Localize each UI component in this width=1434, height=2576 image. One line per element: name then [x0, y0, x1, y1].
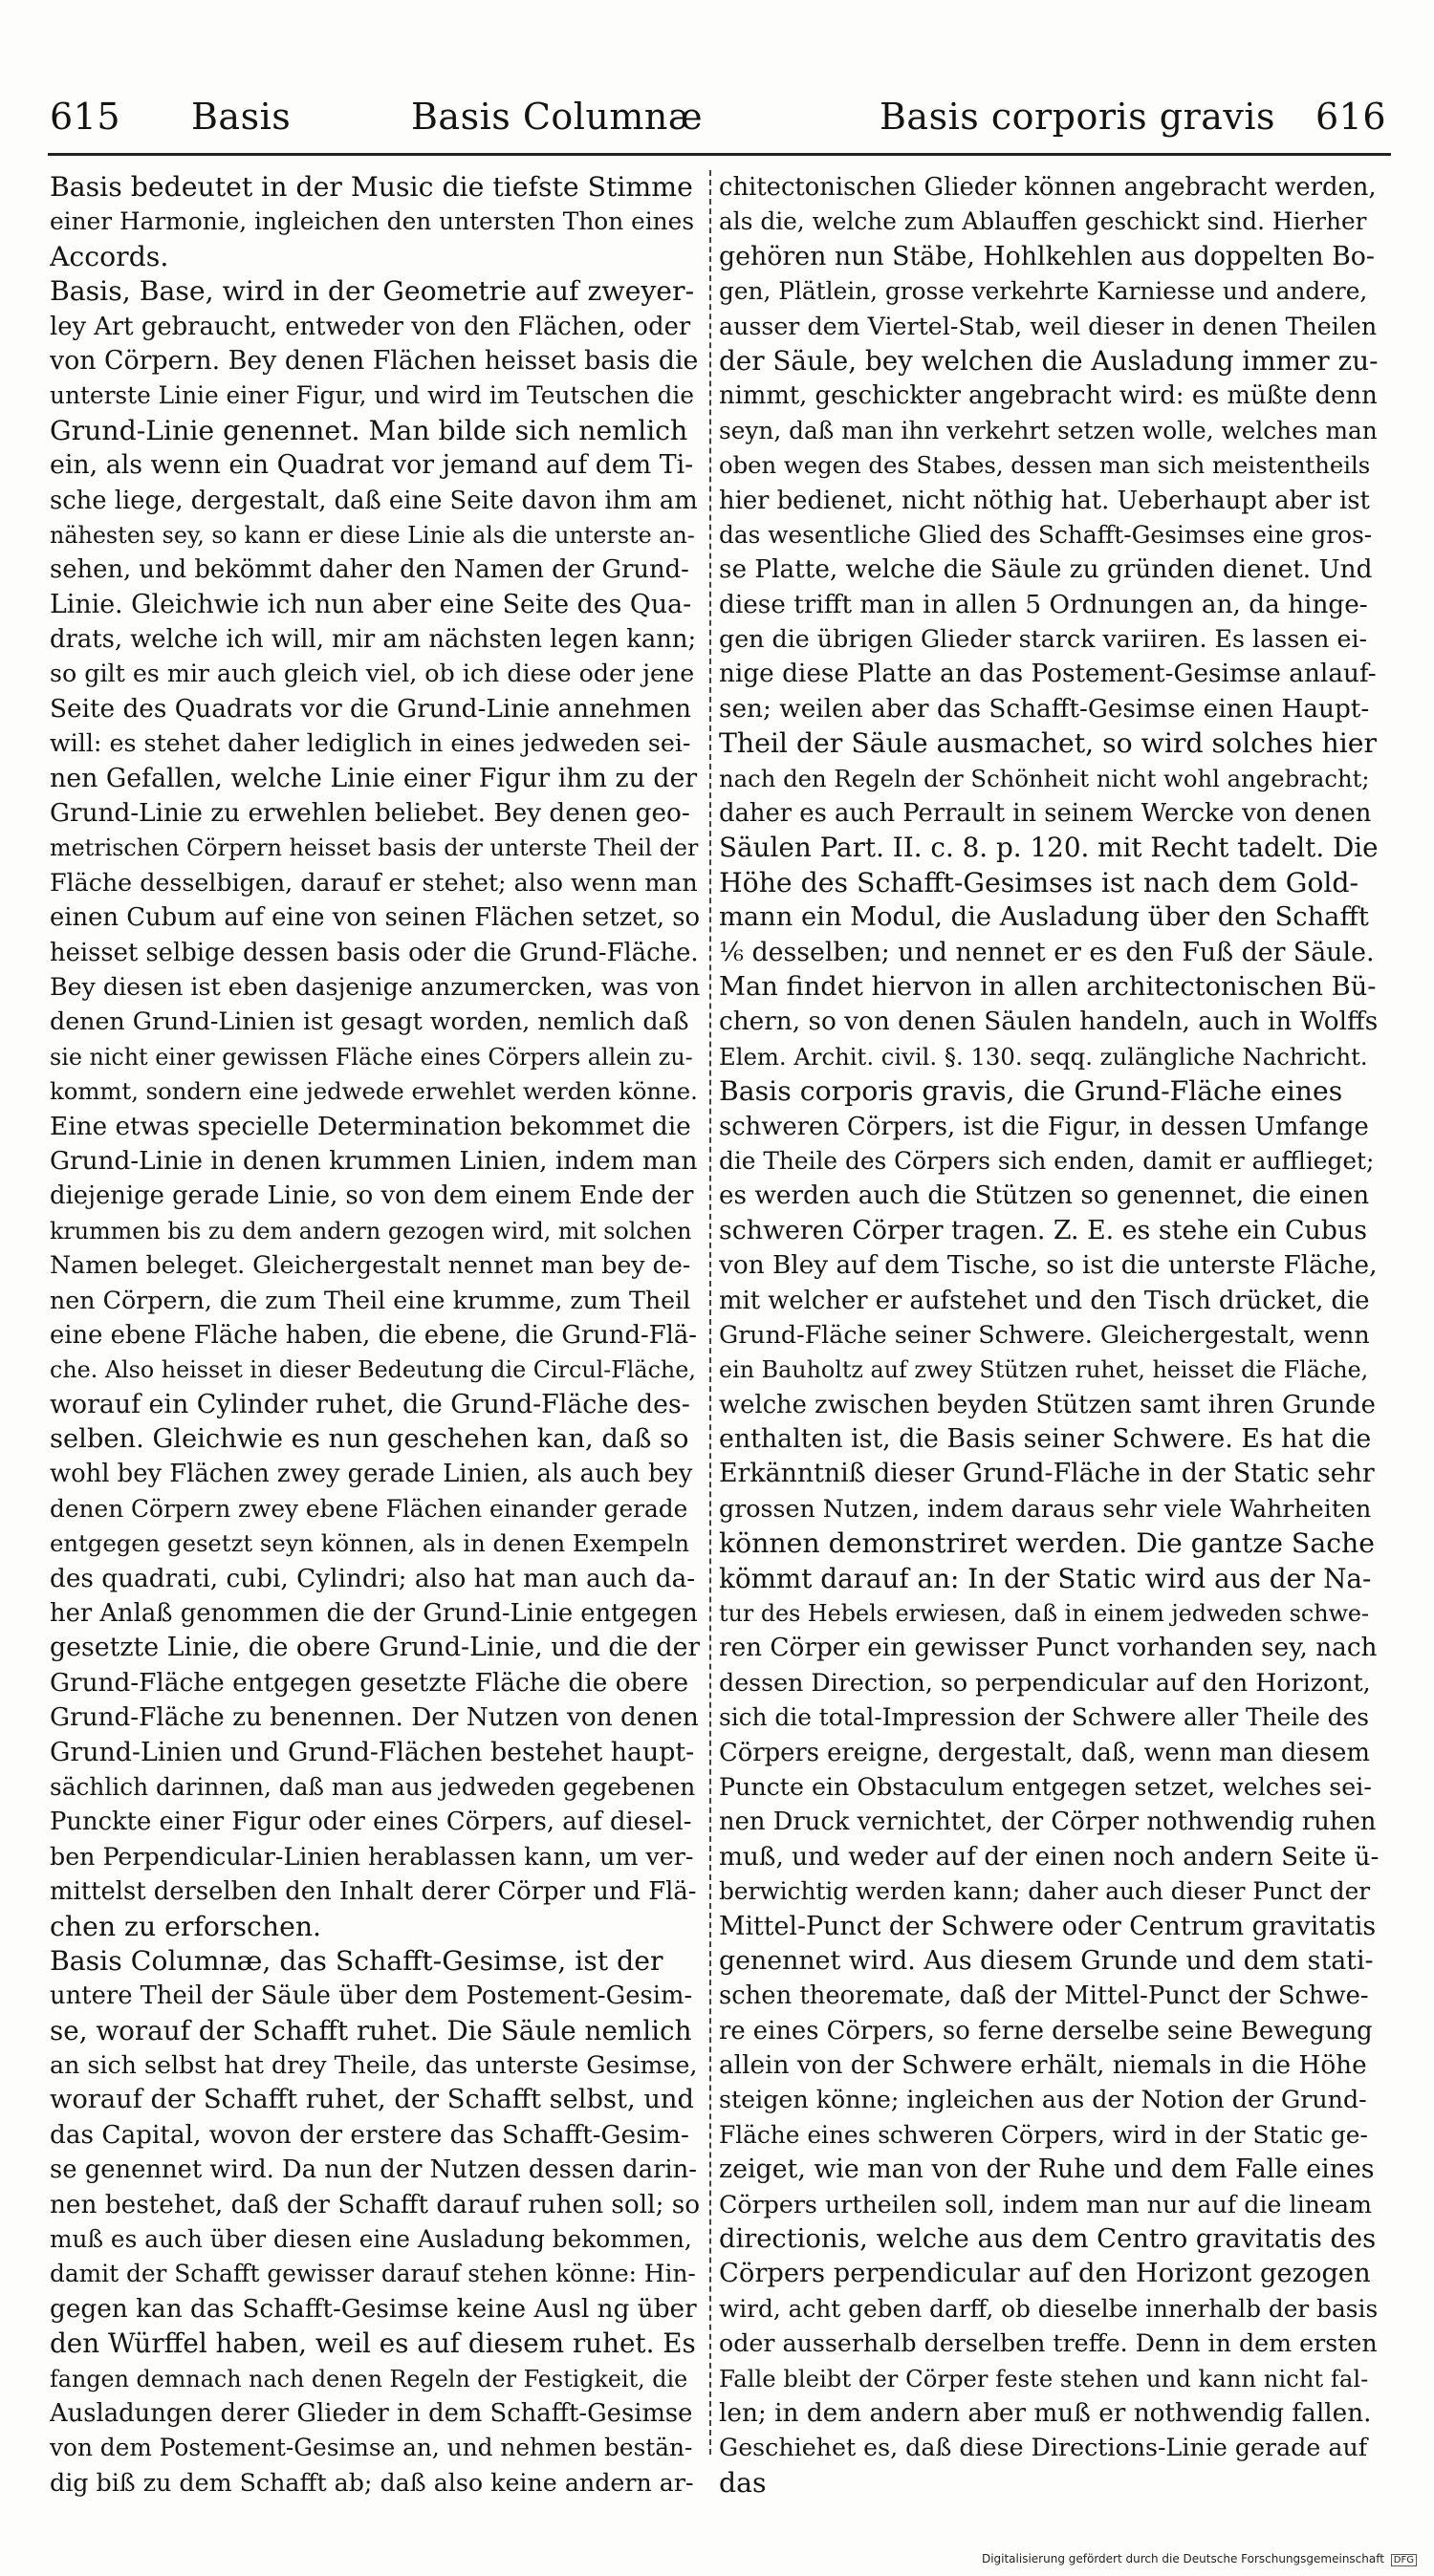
text-line: allein von der Schwere erhält, niemals in die Höhe: [719, 2051, 1367, 2081]
text-line: kommt, sondern eine jedwede erwehlet werden könne.: [50, 1077, 698, 1106]
text-line: diese trifft man in allen 5 Ordnungen an, da hinge-: [719, 590, 1368, 619]
text-line: Grund-Linie zu erwehlen beliebet. Bey denen geo-: [50, 799, 690, 829]
text-line: dessen Direction, so perpendicular auf den Horizont,: [719, 1668, 1371, 1697]
text-line: grossen Nutzen, indem daraus sehr viele Wahrheiten: [719, 1494, 1372, 1523]
text-line: Ausladungen derer Glieder in dem Schafft-Gesimse: [50, 2399, 693, 2428]
text-line: gehören nun Stäbe, Hohlkehlen aus doppelten Bo-: [719, 241, 1375, 271]
running-headword-left: Basis: [191, 96, 292, 138]
text-line: Grund-Linien und Grund-Flächen bestehet haupt-: [50, 1737, 695, 1767]
text-line: drats, welche ich will, mir am nächsten legen kann;: [50, 625, 697, 655]
page-number-right: 616: [1315, 96, 1387, 138]
text-line: mit welcher er aufstehet und den Tisch drücket, die: [719, 1286, 1370, 1315]
text-line: mann ein Modul, die Ausladung über den Schafft: [719, 902, 1369, 933]
text-line: nach den Regeln der Schönheit nicht wohl angebracht;: [719, 764, 1370, 792]
text-line: tur des Hebels erwiesen, daß in einem jedweden schwe-: [719, 1600, 1370, 1628]
text-line: kömmt darauf an: In der Static wird aus der Na-: [719, 1562, 1372, 1594]
text-line: Theil der Säule ausmachet, so wird solches hier: [719, 727, 1378, 760]
text-line: ren Cörper ein gewisser Punct vorhanden sey, nach: [719, 1634, 1378, 1663]
text-line: des quadrati, cubi, Cylindri; also hat man auch da-: [50, 1564, 696, 1593]
text-line: Cörpers perpendicular auf den Horizont gezogen: [719, 2259, 1371, 2289]
text-line: von dem Postement-Gesimse an, und nehmen bestän-: [50, 2434, 693, 2462]
text-line: daher es auch Perrault in seinem Wercke von denen: [719, 799, 1372, 829]
text-line: sie nicht einer gewissen Fläche eines Cörpers allein zu-: [50, 1043, 693, 1071]
text-line: worauf ein Cylinder ruhet, die Grund-Fläche des-: [50, 1389, 690, 1419]
text-line: unterste Linie einer Figur, und wird im Teutschen die: [50, 381, 694, 410]
text-line: es werden auch die Stützen so genennet, die einen: [719, 1181, 1370, 1211]
text-line: schweren Cörper tragen. Z. E. es stehe ein Cubus: [719, 1215, 1367, 1245]
text-line: gegen kan das Schafft-Gesimse keine Ausl ng über: [50, 2294, 697, 2324]
text-line: Man findet hiervon in allen architectonischen Bü-: [719, 971, 1377, 1002]
page-number-left: 615: [50, 96, 121, 138]
text-line: sen; weilen aber das Schafft-Gesimse einen Haupt-: [719, 694, 1370, 724]
text-line: Basis bedeutet in der Music die tiefste Stimme: [50, 171, 693, 203]
text-line: an sich selbst hat drey Theile, das unterste Gesimse,: [50, 2051, 698, 2080]
text-line: ben Perpendicular-Linien herablassen kann, um ver-: [50, 1842, 694, 1871]
text-line: von Cörpern. Bey denen Flächen heisset basis die: [50, 345, 699, 376]
text-line: sich die total-Impression der Schwere aller Theile des: [719, 1703, 1369, 1732]
text-line: ley Art gebraucht, entweder von den Flächen, oder: [50, 312, 691, 341]
text-line: so gilt es mir auch gleich viel, ob ich diese oder jene: [50, 660, 695, 688]
text-line: diejenige gerade Linie, so von dem einem Ende der: [50, 1181, 694, 1211]
text-line: denen Cörpern zwey ebene Flächen einander gerade: [50, 1494, 688, 1523]
text-line: Säulen Part. II. c. 8. p. 120. mit Recht tadelt. Die: [719, 832, 1379, 864]
text-line: nen Druck vernichtet, der Cörper nothwendig ruhen: [719, 1808, 1377, 1837]
text-line: Fläche eines schweren Cörpers, wird in der Static ge-: [719, 2120, 1368, 2149]
text-line: Punckte einer Figur oder eines Cörpers, auf diesel-: [50, 1808, 692, 1837]
text-line: nimmt, geschickter angebracht wird: es müßte denn: [719, 381, 1378, 411]
text-line: chern, so von denen Säulen handeln, auch in Wolffs: [719, 1007, 1379, 1037]
text-line: nen bestehet, daß der Schafft darauf ruhen soll; so: [50, 2190, 700, 2219]
header-rule: [48, 153, 1391, 156]
text-line: len; in dem andern aber muß er nothwendig fallen.: [719, 2399, 1372, 2428]
text-line: einen Cubum auf eine von seinen Flächen setzet, so: [50, 903, 700, 933]
text-line: oder ausserhalb derselben treffe. Denn in dem ersten: [719, 2329, 1378, 2358]
text-line: muß, und weder auf der einen noch andern Seite ü-: [719, 1842, 1379, 1872]
text-line: Basis corporis gravis, die Grund-Fläche eines: [719, 1075, 1343, 1108]
text-line: selben. Gleichwie es nun geschehen kan, daß so: [50, 1424, 689, 1455]
text-line: können demonstriret werden. Die gantze Sache: [719, 1527, 1376, 1560]
text-line: se, worauf der Schafft ruhet. Die Säule nemlich: [50, 2014, 692, 2046]
text-line: zeiget, wie man von der Ruhe und dem Falle eines: [719, 2154, 1375, 2185]
text-line: denen Grund-Linien ist gesagt worden, nemlich daß: [50, 1007, 689, 1036]
text-line: fangen demnach nach denen Regeln der Festigkeit, die: [50, 2365, 688, 2392]
text-line: che. Also heisset in dieser Bedeutung die Circul-Fläche,: [50, 1356, 696, 1384]
page-header: [0, 96, 1434, 153]
dfg-logo: DFG: [1391, 2554, 1417, 2566]
text-line: damit der Schafft gewisser darauf stehen könne: Hin-: [50, 2260, 696, 2288]
text-line: das Capital, wovon der erstere das Schafft-Gesim-: [50, 2120, 689, 2150]
text-line: Geschiehet es, daß diese Directions-Linie gerade auf: [719, 2434, 1368, 2462]
text-line: Grund-Linie genennet. Man bilde sich nemlich: [50, 414, 688, 446]
text-line: will: es stehet daher lediglich in eines jedweden sei-: [50, 729, 691, 758]
text-line: ausser dem Viertel-Stab, weil dieser in denen Theilen: [719, 312, 1378, 340]
text-line: Basis Columnæ, das Schafft-Gesimse, ist der: [50, 1944, 663, 1977]
text-line: enthalten ist, die Basis seiner Schwere. Es hat die: [719, 1424, 1372, 1455]
text-line: steigen könne; ingleichen aus der Notion der Grund-: [719, 2086, 1367, 2114]
text-line: hier bedienet, nicht nöthig hat. Ueberhaupt aber ist: [719, 486, 1370, 515]
text-line: das: [719, 2466, 767, 2499]
text-line: Mittel-Punct der Schwere oder Centrum gravitatis: [719, 1911, 1377, 1941]
text-line: sche liege, dergestalt, daß eine Seite davon ihm am: [50, 486, 698, 515]
text-line: Cörpers ereigne, dergestalt, daß, wenn man diesem: [719, 1738, 1370, 1767]
text-line: Fläche desselbigen, darauf er stehet; also wenn man: [50, 868, 698, 897]
text-line: Elem. Archit. civil. §. 130. seqq. zulängliche Nachricht.: [719, 1042, 1368, 1071]
text-line: heisset selbige dessen basis oder die Grund-Fläche.: [50, 938, 699, 967]
text-line: schen theoremate, daß der Mittel-Punct der Schwe-: [719, 1981, 1369, 2011]
text-column-right: [719, 170, 1379, 2500]
text-line: Höhe des Schafft-Gesimses ist nach dem Gold-: [719, 866, 1359, 898]
text-line: einer Harmonie, ingleichen den untersten Thon eines: [50, 207, 695, 236]
text-line: Grund-Linie in denen krummen Linien, indem man: [50, 1146, 698, 1176]
text-line: mittelst derselben den Inhalt derer Cörper und Flä-: [50, 1877, 697, 1907]
text-line: krummen bis zu dem andern gezogen wird, mit solchen: [50, 1217, 692, 1245]
text-line: Bey diesen ist eben dasjenige anzumercken, was von: [50, 972, 700, 1001]
text-line: genennet wird. Aus diesem Grunde und dem stati-: [719, 1945, 1374, 1976]
text-line: Linie. Gleichwie ich nun aber eine Seite des Qua-: [50, 589, 692, 619]
text-line: sächlich darinnen, daß man aus jedweden gegebenen: [50, 1772, 696, 1801]
text-line: seyn, daß man ihn verkehrt setzen wolle, welches man: [719, 416, 1378, 444]
text-line: gen, Plätlein, grosse verkehrte Karniesse und andere,: [719, 277, 1368, 306]
text-line: Seite des Quadrats vor die Grund-Linie annehmen: [50, 694, 691, 724]
text-line: von Bley auf dem Tische, so ist die unterste Fläche,: [719, 1251, 1378, 1281]
text-line: das wesentliche Glied des Schafft-Gesimses eine gros-: [719, 520, 1373, 549]
text-line: chen zu erforschen.: [50, 1910, 322, 1942]
text-line: Basis, Base, wird in der Geometrie auf zweyer-: [50, 275, 695, 308]
text-line: chitectonischen Glieder können angebracht werden,: [719, 173, 1377, 202]
text-line: se Platte, welche die Säule zu gründen dienet. Und: [719, 555, 1373, 585]
text-line: Falle bleibt der Cörper feste stehen und kann nicht fal-: [719, 2364, 1369, 2392]
text-line: Cörpers urtheilen soll, indem man nur auf die lineam: [719, 2190, 1373, 2219]
text-line: als die, welche zum Ablauffen geschickt sind. Hierher: [719, 207, 1367, 236]
text-column-left: [50, 170, 700, 2500]
text-line: Namen beleget. Gleichergestalt nennet man bey de-: [50, 1251, 691, 1280]
text-line: den Würffel haben, weil es auf diesem ruhet. Es: [50, 2327, 696, 2360]
text-line: welche zwischen beyden Stützen samt ihren Grunde: [719, 1390, 1376, 1419]
credit-text: Digitalisierung gefördert durch die Deutsche Forschungsgemeinschaft: [981, 2552, 1384, 2565]
text-line: worauf der Schafft ruhet, der Schafft selbst, und: [50, 2085, 694, 2115]
text-line: directionis, welche aus dem Centro gravitatis des: [719, 2224, 1377, 2255]
text-line: Grund-Fläche zu benennen. Der Nutzen von denen: [50, 1703, 699, 1733]
text-line: dig biß zu dem Schafft ab; daß also keine andern ar-: [50, 2468, 694, 2497]
text-line: Puncte ein Obstaculum entgegen setzet, welches sei-: [719, 1772, 1372, 1801]
text-line: nige diese Platte an das Postement-Gesimse anlauf-: [719, 660, 1377, 689]
text-line: wird, acht geben darff, ob dieselbe innerhalb der basis: [719, 2294, 1379, 2323]
column-divider: [709, 170, 711, 2455]
text-line: re eines Cörpers, so ferne derselbe seine Bewegung: [719, 2016, 1373, 2046]
text-line: Grund-Fläche entgegen gesetzte Fläche die obere: [50, 1668, 689, 1698]
text-line: metrischen Cörpern heisset basis der unterste Theil der: [50, 834, 699, 862]
text-line: sehen, und bekömmt daher den Namen der Grund-: [50, 555, 689, 585]
text-line: berwichtig werden kann; daher auch dieser Punct der: [719, 1877, 1371, 1906]
text-line: Erkänntniß dieser Grund-Fläche in der Static sehr: [719, 1459, 1375, 1489]
text-line: ein Bauholtz auf zwey Stützen ruhet, heisset die Fläche,: [719, 1356, 1369, 1384]
text-line: eine ebene Fläche haben, die ebene, die Grund-Flä-: [50, 1320, 698, 1350]
text-line: wohl bey Flächen zwey gerade Linien, als auch bey: [50, 1460, 693, 1489]
text-line: se genennet wird. Da nun der Nutzen dessen darin-: [50, 2155, 697, 2185]
text-line: entgegen gesetzt seyn können, als in denen Exempeln: [50, 1529, 690, 1558]
text-line: Eine etwas specielle Determination bekommet die: [50, 1112, 691, 1141]
text-line: ein, als wenn ein Quadrat vor jemand auf dem Ti-: [50, 450, 694, 481]
text-line: der Säule, bey welchen die Ausladung immer zu-: [719, 344, 1379, 377]
text-line: oben wegen des Stabes, dessen man sich meistentheils: [719, 451, 1371, 480]
text-line: schweren Cörpers, ist die Figur, in dessen Umfange: [719, 1112, 1369, 1141]
text-line: die Theile des Cörpers sich enden, damit er aufflieget;: [719, 1146, 1375, 1175]
text-line: Accords.: [50, 240, 169, 272]
text-line: untere Theil der Säule über dem Postement-Gesim-: [50, 1981, 693, 2011]
text-line: her Anlaß genommen die der Grund-Linie entgegen: [50, 1599, 698, 1629]
text-line: nen Gefallen, welche Linie einer Figur ihm zu der: [50, 763, 698, 793]
text-line: gen die übrigen Glieder starck variiren. Es lassen ei-: [719, 625, 1368, 654]
text-line: muß es auch über diesen eine Ausladung bekommen,: [50, 2225, 692, 2254]
digitization-credit: [982, 2552, 1417, 2566]
running-title-center: Basis Columnæ: [411, 96, 704, 138]
text-line: gesetzte Linie, die obere Grund-Linie, und die der: [50, 1633, 700, 1663]
running-headword-right: Basis corporis gravis: [880, 96, 1276, 138]
text-line: nen Cörpern, die zum Theil eine krumme, zum Theil: [50, 1286, 691, 1314]
text-line: nähesten sey, so kann er diese Linie als die unterste an-: [50, 521, 695, 549]
text-line: Grund-Fläche seiner Schwere. Gleichergestalt, wenn: [719, 1320, 1370, 1349]
text-line: ⅙ desselben; und nennet er es den Fuß der Säule.: [719, 937, 1375, 967]
